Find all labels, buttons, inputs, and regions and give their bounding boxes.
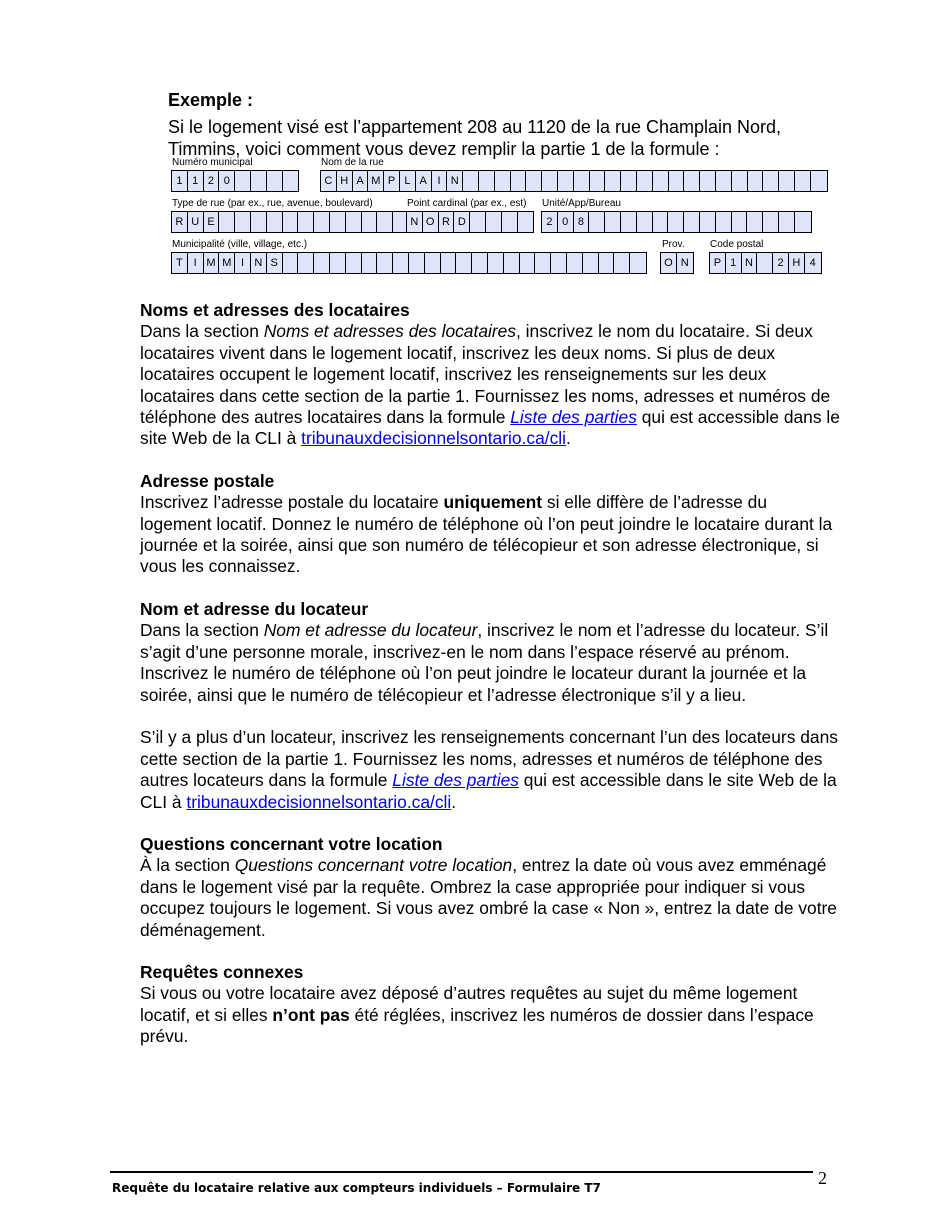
char-box <box>669 171 685 191</box>
text-run: , inscrivez le nom du locataire. Si deux locataires vivent dans le logement locatif, inscrivez les deux noms. Si plus de deux locataires occupent le logement locatif, inscrivez les renseignements sur les deux locataires dans cette section de la partie 1. Fournissez les noms, adresses et numéros de téléphone des autres locataires dans la formule <box>140 321 831 428</box>
char-box <box>314 212 330 232</box>
char-box <box>235 212 251 232</box>
link-text: Liste des parties <box>392 770 519 791</box>
section-heading: Questions concernant votre location <box>140 833 443 854</box>
bold-run: n’ont pas <box>272 1004 350 1025</box>
char-box <box>362 212 378 232</box>
char-box: I <box>235 253 251 273</box>
char-box <box>732 212 748 232</box>
char-box <box>486 212 502 232</box>
text-run: qui est accessible dans le site Web de la CLI à <box>140 407 840 449</box>
char-box <box>346 212 362 232</box>
char-box <box>653 212 669 232</box>
char-box <box>219 212 235 232</box>
char-box <box>479 171 495 191</box>
footer-title: Requête du locataire relative aux compteurs individuels – Formulaire T7 <box>112 1181 601 1195</box>
field-label-direction: Point cardinal (par ex., est) <box>407 198 527 209</box>
char-box <box>235 171 251 191</box>
link-cli-website[interactable]: tribunauxdecisionnelsontario.ca/cli <box>301 428 567 449</box>
char-box <box>763 171 779 191</box>
char-box <box>757 253 773 273</box>
char-box <box>441 253 457 273</box>
char-box <box>267 171 283 191</box>
field-label-province: Prov. <box>662 239 685 250</box>
char-box <box>716 212 732 232</box>
section-heading: Adresse postale <box>140 470 275 491</box>
char-box <box>795 212 811 232</box>
link-text: Liste des parties <box>510 407 637 428</box>
char-box <box>298 253 314 273</box>
char-box <box>590 171 606 191</box>
char-box <box>599 253 615 273</box>
link-liste-des-parties[interactable] <box>392 770 519 790</box>
italic-run: Questions concernant votre location <box>234 855 513 876</box>
field-label-unit: Unité/App/Bureau <box>542 198 621 209</box>
link-liste-des-parties[interactable] <box>510 407 637 427</box>
char-box: S <box>267 253 283 273</box>
char-box <box>504 253 520 273</box>
char-box <box>463 171 479 191</box>
char-box <box>535 253 551 273</box>
char-box <box>526 171 542 191</box>
field-municipality <box>171 252 647 274</box>
char-box <box>748 171 764 191</box>
char-box <box>251 212 267 232</box>
footer-divider <box>110 1171 813 1173</box>
text-run: , inscrivez le nom et l’adresse du locateur. S’il s’agit d’une personne morale, inscrivez-en le nom dans l’espace réservé au prénom. Inscrivez le numéro de téléphone où l’on peut joindre le locateur durant la journée et la soirée, ainsi que le numéro de télécopieur et l’adresse électronique s’il y a lieu. <box>140 620 829 705</box>
char-box <box>542 171 558 191</box>
char-box: 1 <box>172 171 188 191</box>
text-run: Inscrivez l’adresse postale du locataire <box>140 492 444 513</box>
char-box <box>637 212 653 232</box>
text-run: . <box>451 791 457 812</box>
italic-run: Nom et adresse du locateur <box>263 620 478 641</box>
char-box <box>511 171 527 191</box>
char-box: A <box>416 171 432 191</box>
char-box <box>668 212 684 232</box>
example-text: Si le logement visé est l’appartement 208 au 1120 de la rue Champlain Nord, Timmins, voici comment vous devez remplir la partie 1 de la formule : <box>168 117 782 159</box>
instructions <box>140 300 840 1069</box>
field-label-municipal-number: Numéro municipal <box>172 157 253 168</box>
char-box <box>684 171 700 191</box>
char-box <box>472 253 488 273</box>
section-text <box>140 620 840 706</box>
char-box <box>614 253 630 273</box>
char-box <box>732 171 748 191</box>
char-box <box>630 253 646 273</box>
section-tenancy-questions <box>140 834 840 941</box>
char-box <box>811 171 827 191</box>
section-text <box>140 855 840 941</box>
field-unit <box>541 211 812 233</box>
example-title: Exemple : <box>168 90 254 110</box>
char-box <box>409 253 425 273</box>
page-number: 2 <box>818 1168 827 1188</box>
field-label-street-name: Nom de la rue <box>321 157 384 168</box>
char-box: I <box>432 171 448 191</box>
char-box <box>574 171 590 191</box>
char-box <box>589 212 605 232</box>
field-label-municipality: Municipalité (ville, village, etc.) <box>172 239 308 250</box>
char-box <box>621 171 637 191</box>
text-run: , entrez la date où vous avez emménagé dans le logement visé par la requête. Ombrez la case appropriée pour indiquer si vous occupez toujours le logement. Si vous avez ombré la case « Non », entrez la date de votre déménagement. <box>140 855 837 940</box>
char-box <box>621 212 637 232</box>
field-label-postal-code: Code postal <box>710 239 764 250</box>
char-box <box>362 253 378 273</box>
char-box <box>795 171 811 191</box>
char-box: 8 <box>574 212 590 232</box>
section-related-applications <box>140 962 840 1048</box>
section-text <box>140 727 840 813</box>
char-box: M <box>219 253 235 273</box>
char-box: E <box>204 212 220 232</box>
char-box <box>605 212 621 232</box>
char-box <box>377 253 393 273</box>
char-box: 2 <box>773 253 789 273</box>
char-box <box>488 253 504 273</box>
field-street-type <box>171 211 426 233</box>
char-box: M <box>204 253 220 273</box>
field-street-name <box>320 170 828 192</box>
text-run: Si vous ou votre locataire avez déposé d’autres requêtes au sujet du même logement locatif, et si elles <box>140 983 798 1025</box>
char-box: H <box>789 253 805 273</box>
char-box: T <box>172 253 188 273</box>
char-box <box>330 212 346 232</box>
char-box <box>283 212 299 232</box>
field-label-street-type: Type de rue (par ex., rue, avenue, boulevard) <box>172 198 373 209</box>
char-box <box>251 171 267 191</box>
italic-run: Noms et adresses des locataires <box>263 321 517 342</box>
char-box: 2 <box>542 212 558 232</box>
char-box <box>558 171 574 191</box>
section-heading: Noms et adresses des locataires <box>140 300 410 320</box>
text-run: . <box>566 428 571 449</box>
char-box <box>520 253 536 273</box>
char-box <box>700 212 716 232</box>
section-text <box>140 983 840 1047</box>
char-box: O <box>423 212 439 232</box>
char-box <box>314 253 330 273</box>
char-box: H <box>337 171 353 191</box>
char-box <box>495 171 511 191</box>
char-box: I <box>188 253 204 273</box>
char-box <box>377 212 393 232</box>
char-box: 1 <box>188 171 204 191</box>
char-box <box>470 212 486 232</box>
char-box <box>283 171 299 191</box>
char-box: D <box>454 212 470 232</box>
char-box: U <box>188 212 204 232</box>
char-box <box>551 253 567 273</box>
section-mailing-address <box>140 471 840 578</box>
link-cli-website[interactable]: tribunauxdecisionnelsontario.ca/cli <box>186 791 452 812</box>
char-box <box>653 171 669 191</box>
text-run: si elle diffère de l’adresse du logement locatif. Donnez le numéro de téléphone où l’on peut joindre le locataire durant la journée et la soirée, ainsi que son numéro de télécopieur et son adresse électronique, si vous les connaissez. <box>140 492 833 577</box>
section-text <box>140 492 840 578</box>
char-box: N <box>251 253 267 273</box>
section-heading: Nom et adresse du locateur <box>140 598 369 619</box>
char-box <box>700 171 716 191</box>
char-box: R <box>172 212 188 232</box>
text-run: qui est accessible dans le site Web de la CLI à <box>140 770 837 812</box>
char-box <box>684 212 700 232</box>
char-box: N <box>742 253 758 273</box>
char-box: 2 <box>204 171 220 191</box>
char-box <box>267 212 283 232</box>
char-box: P <box>384 171 400 191</box>
char-box <box>716 171 732 191</box>
char-box: M <box>368 171 384 191</box>
field-direction <box>406 211 534 233</box>
char-box <box>779 171 795 191</box>
text-run: Dans la section <box>140 620 264 641</box>
char-box <box>456 253 472 273</box>
section-landlord <box>140 599 840 813</box>
char-box: C <box>321 171 337 191</box>
char-box <box>605 171 621 191</box>
char-box <box>583 253 599 273</box>
char-box <box>779 212 795 232</box>
section-text <box>140 321 840 449</box>
text-run: été réglées, inscrivez les numéros de dossier dans l’espace prévu. <box>140 1004 814 1047</box>
char-box: O <box>661 253 677 273</box>
field-province <box>660 252 694 274</box>
char-box <box>425 253 441 273</box>
char-box: 4 <box>805 253 821 273</box>
char-box: N <box>677 253 693 273</box>
char-box: A <box>353 171 369 191</box>
char-box <box>393 253 409 273</box>
field-municipal-number <box>171 170 299 192</box>
bold-run: uniquement <box>443 492 543 513</box>
text-run: À la section <box>140 855 235 876</box>
field-postal-code <box>709 252 822 274</box>
char-box <box>747 212 763 232</box>
char-box <box>298 212 314 232</box>
section-heading: Requêtes connexes <box>140 961 304 982</box>
text-run: Dans la section <box>140 321 264 342</box>
text-run: S’il y a plus d’un locateur, inscrivez les renseignements concernant l’un des locateurs dans cette section de la partie 1. Fournissez les noms, adresses et numéros de téléphone des autres locateurs dans la formule <box>140 727 838 791</box>
section-tenant-names <box>140 300 840 450</box>
char-box <box>763 212 779 232</box>
char-box <box>637 171 653 191</box>
char-box: N <box>447 171 463 191</box>
char-box: 0 <box>219 171 235 191</box>
char-box: L <box>400 171 416 191</box>
char-box <box>330 253 346 273</box>
char-box: 0 <box>558 212 574 232</box>
char-box: 1 <box>726 253 742 273</box>
char-box: P <box>710 253 726 273</box>
char-box <box>502 212 518 232</box>
char-box <box>567 253 583 273</box>
char-box: N <box>407 212 423 232</box>
char-box <box>283 253 299 273</box>
char-box: R <box>439 212 455 232</box>
char-box <box>346 253 362 273</box>
char-box <box>518 212 534 232</box>
